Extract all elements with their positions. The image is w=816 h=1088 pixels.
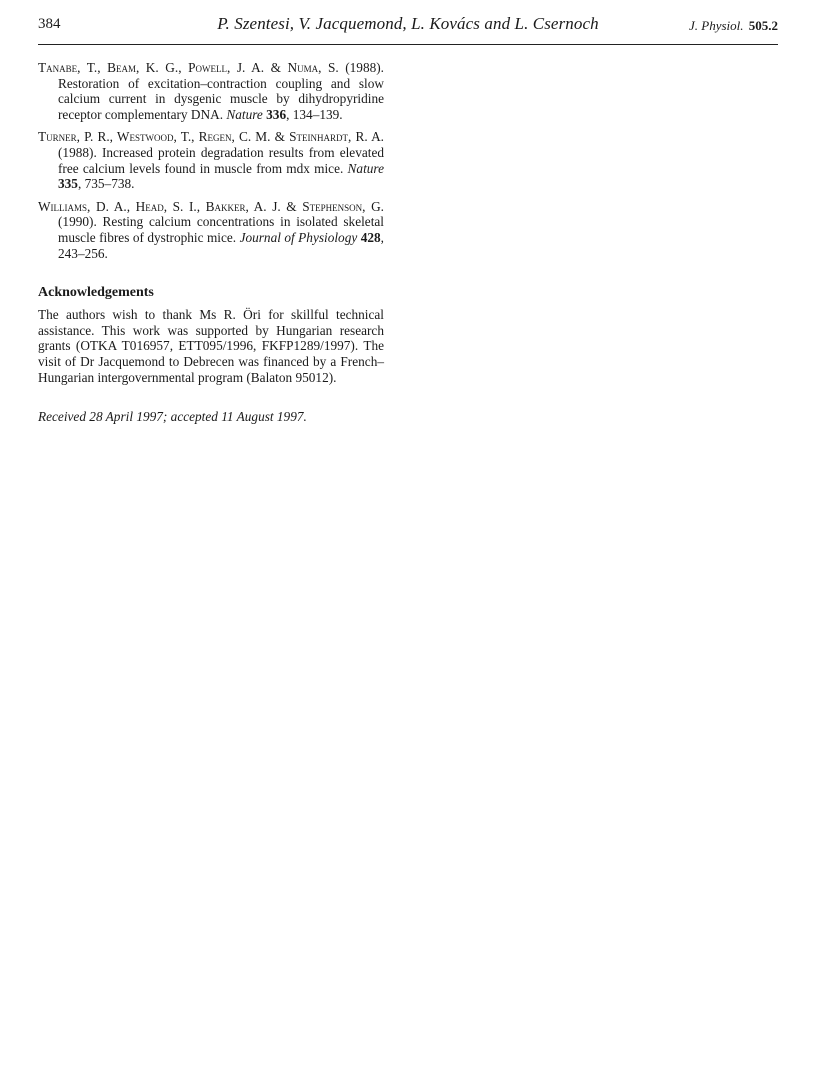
reference-pages: , 134–139. xyxy=(286,106,343,122)
reference-journal: Nature xyxy=(347,160,384,176)
reference-authors: Turner, P. R., Westwood, T., Regen, C. M. & Steinhardt, R. A. xyxy=(38,129,384,145)
reference-title: Restoration of excitation–contraction coupling and slow calcium current in dysgenic muscle by dihydropyridine receptor complementary DNA. xyxy=(58,75,384,122)
reference-item xyxy=(38,129,384,191)
reference-volume: 428 xyxy=(360,229,381,245)
reference-journal: Nature xyxy=(226,106,263,122)
reference-item xyxy=(38,199,384,261)
reference-authors: Tanabe, T., Beam, K. G., Powell, J. A. & Numa, S. (1988). xyxy=(38,60,384,75)
running-authors: P. Szentesi, V. Jacquemond, L. Kovács and L. Csernoch xyxy=(217,14,599,33)
acknowledgements-text: The authors wish to thank Ms R. Öri for skillful technical assistance. This work was supported by Hungarian research grants (OTKA T016957, ETT095/1996, FKFP1289/1997). The visit of Dr Jacquemond to Debrecen was financed by a French–Hungarian intergovernmental program (Balaton 95012). xyxy=(38,307,384,385)
reference-journal: Journal of Physiology xyxy=(239,229,358,245)
received-date: Received 28 April 1997; accepted 11 August 1997. xyxy=(38,409,307,425)
journal-reference xyxy=(689,18,778,34)
reference-list xyxy=(38,60,384,261)
main-column xyxy=(38,60,384,425)
page-number: 384 xyxy=(38,16,61,32)
journal-volume: 505.2 xyxy=(748,18,778,33)
acknowledgements-heading: Acknowledgements xyxy=(38,285,154,301)
reference-volume: 336 xyxy=(266,106,287,122)
reference-volume: 335 xyxy=(58,176,78,192)
journal-name: J. Physiol. xyxy=(688,18,744,33)
reference-title: (1988). Increased protein degradation results from elevated free calcium levels found in muscle from mdx mice. xyxy=(58,144,384,176)
reference-pages: , 243–256. xyxy=(58,229,384,261)
reference-item xyxy=(38,60,384,122)
reference-title: (1990). Resting calcium concentrations in isolated skeletal muscle fibres of dystrophic mice. xyxy=(58,214,384,245)
reference-authors: Williams, D. A., Head, S. I., Bakker, A. J. & Stephenson, G. xyxy=(38,198,384,214)
running-header xyxy=(38,14,778,45)
reference-pages: , 735–738. xyxy=(77,176,135,192)
